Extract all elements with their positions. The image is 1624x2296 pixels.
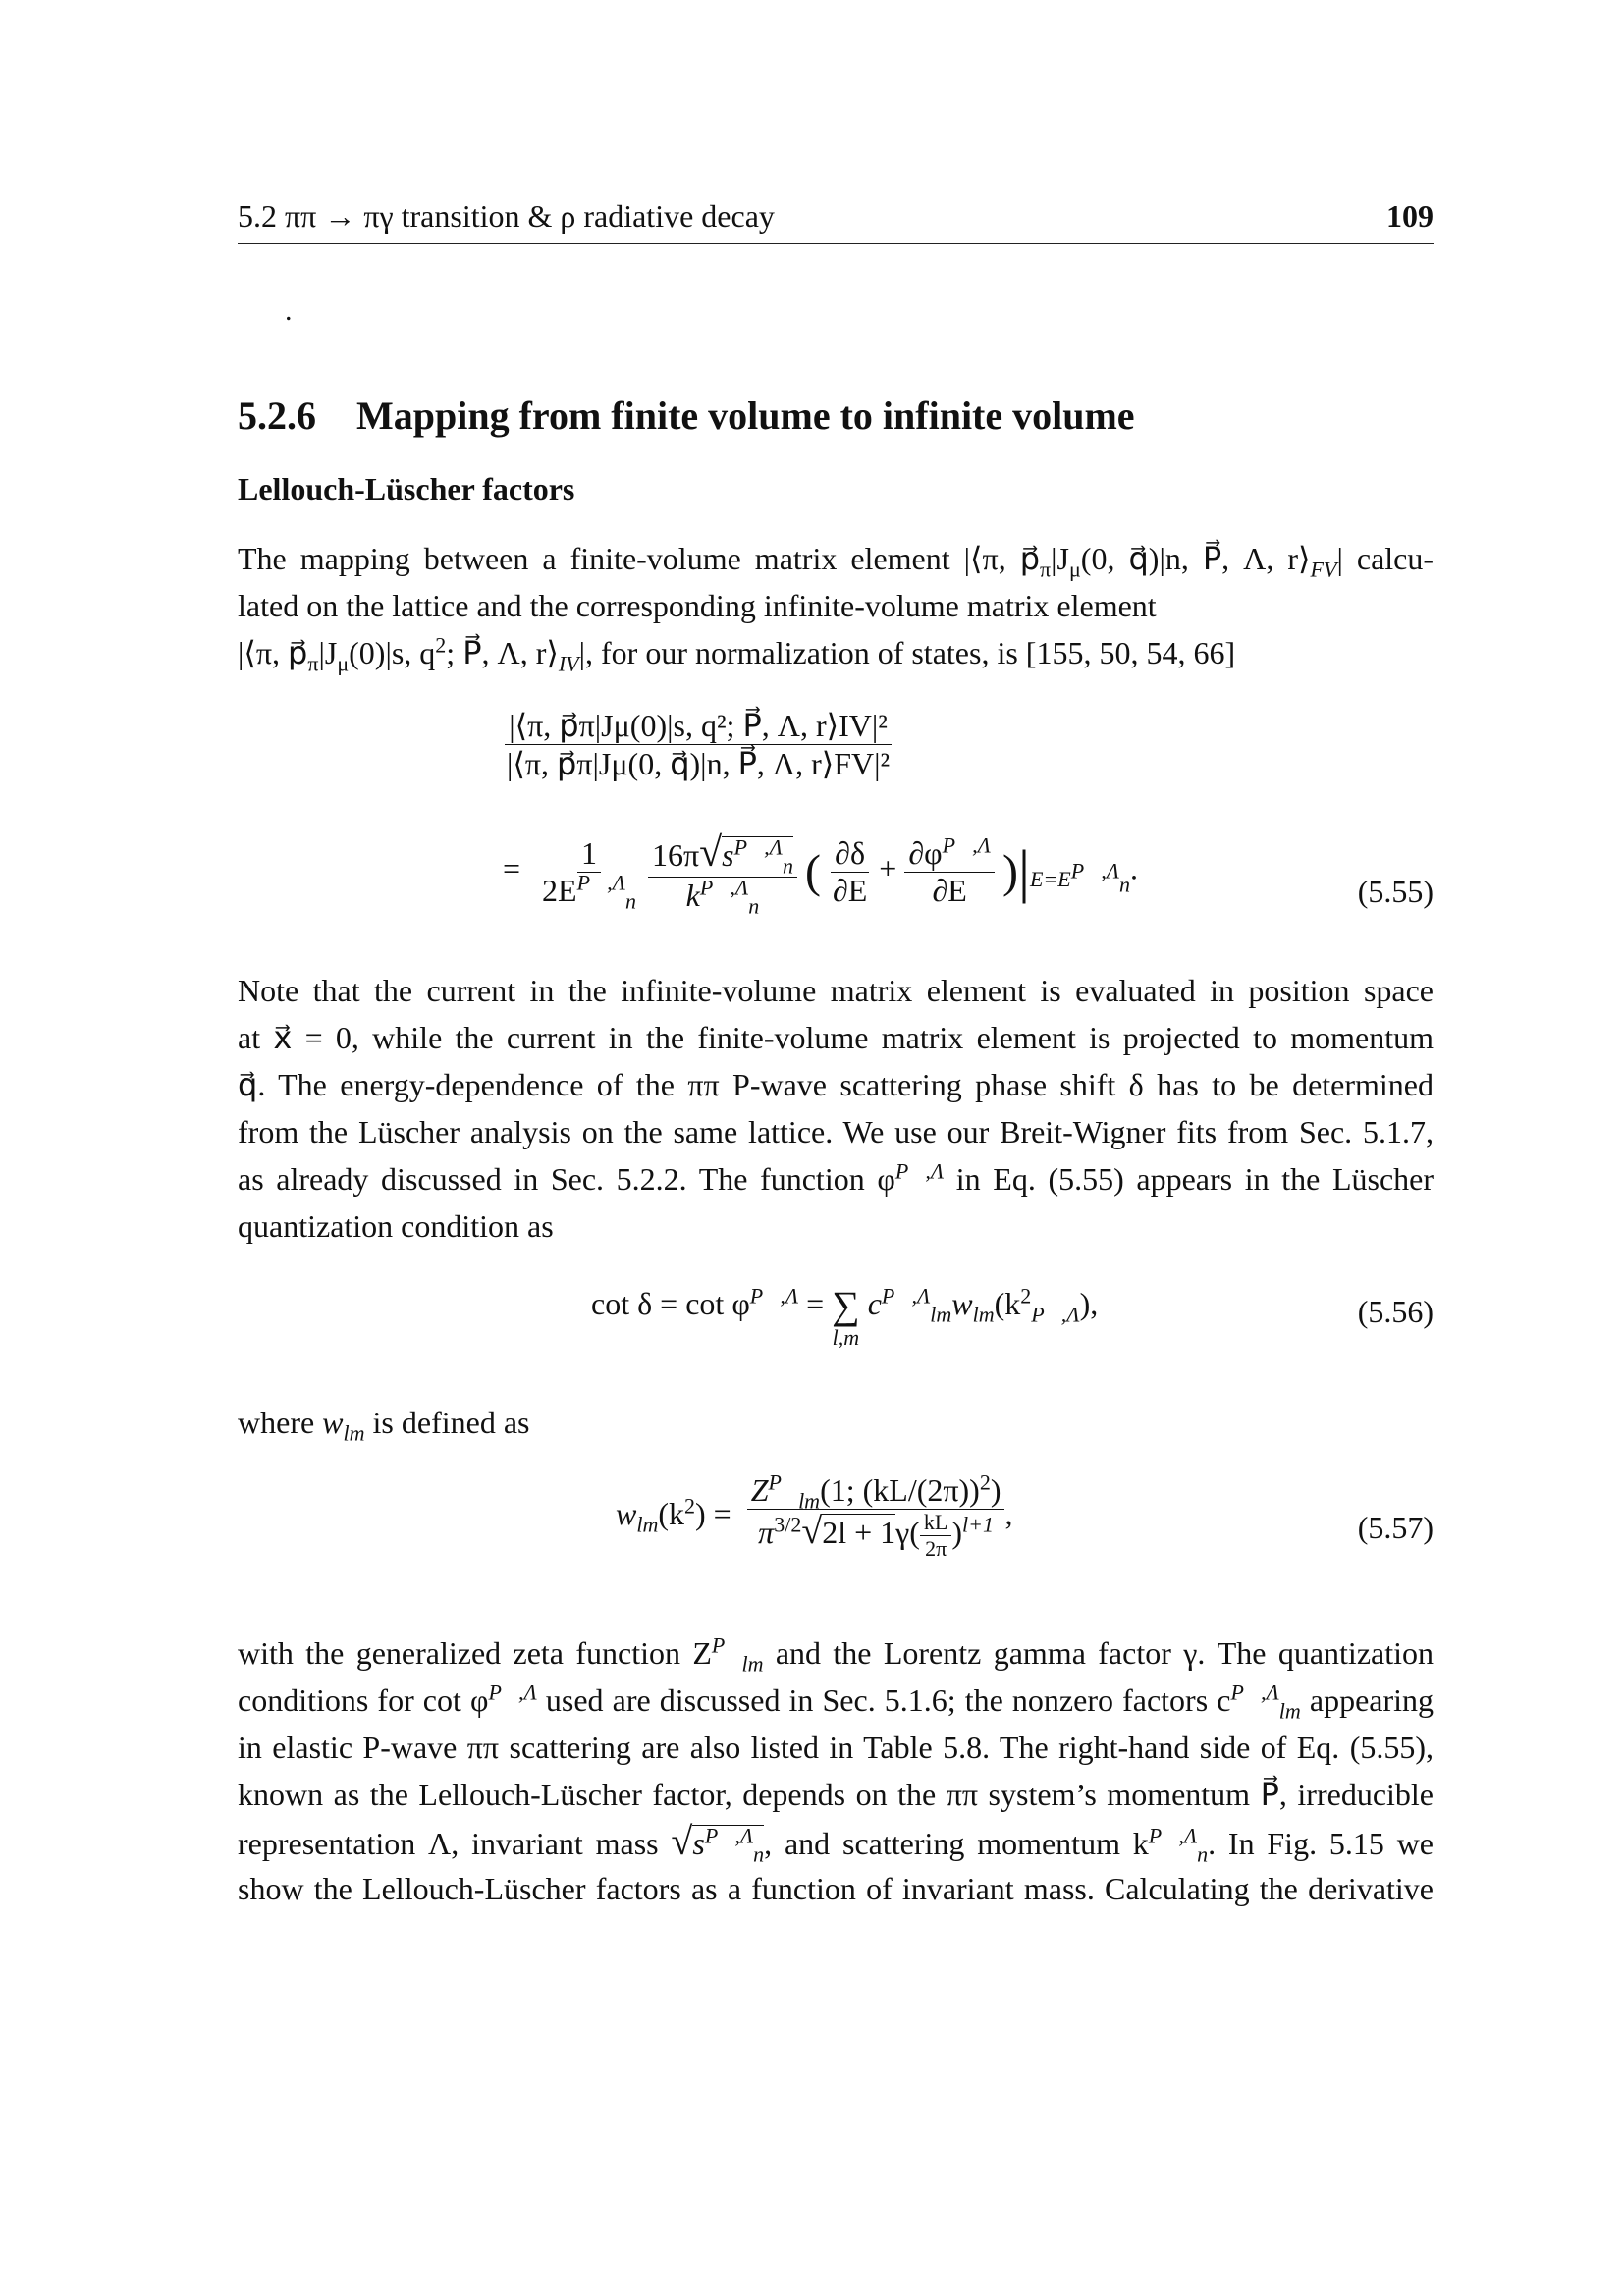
- eq-5-56-number: (5.56): [1357, 1294, 1434, 1329]
- eq-5-55-k: k: [685, 878, 700, 913]
- eq-5-57-number: (5.57): [1357, 1510, 1434, 1545]
- paragraph-4-line-4: known as the Lellouch-Lüscher factor, depends on the ππ system’s momentum P⃗, irreducible: [238, 1777, 1434, 1812]
- section-heading: [238, 393, 1135, 439]
- eq-5-55-equals: =: [503, 850, 521, 886]
- paragraph-1-line-1: The mapping between a finite-volume matrix element |⟨π, $p⃗_\pi|J_\mu(0$, q⃗)|n, P⃗, Λ, $r⟩_{FV}|$ calcu-: [238, 541, 1435, 582]
- running-head: [238, 196, 1434, 244]
- paragraph-3: where $w_{lm}$ is defined as: [238, 1405, 530, 1446]
- eq-5-55-2e: 2E: [542, 872, 577, 908]
- paragraph-2-line-6: quantization condition as: [238, 1208, 554, 1244]
- eq-5-56-lhs: cot δ = cot φ: [591, 1286, 750, 1321]
- section-title: Mapping from finite volume to infinite volume: [356, 394, 1135, 438]
- page-number: 109: [1386, 198, 1434, 234]
- paragraph-1-line-3: |⟨π, $p⃗_\pi|J_\mu(0)|s$, $q^2$; P⃗, Λ, $r⟩_{IV}|$, for our normalization of states, is [155, 50, 54, 66]: [238, 632, 1236, 676]
- eq-5-55-rhs: = $\frac{1}{2E^{P⃗,\Lambda}_n}$ $\frac{16\pi√s^{P⃗,\Lambda}_n}{k^{P⃗,\Lambda}_n}$ ( $\frac{\partial\delta}{\partial E}$ + $\frac{\partial\varphi^{P⃗,\Lambda}}{\partial E}$ )$|_{E=E^{P⃗,\Lambda}_n}$.: [503, 830, 1139, 919]
- paragraph-2: [238, 967, 1434, 1250]
- eq-5-57-body: $w_{lm}(k^2)$ = $Z^{P⃗}_{lm}(1$; $(kL/(2\pi))^2$) $\pi^{3/2}√2l + 1\gamma$( $\frac{kL}{2\pi}$ )$^{l+1}$ ,: [616, 1469, 1013, 1562]
- paragraph-2-line-4: from the Lüscher analysis on the same lattice. We use our Breit-Wigner fits from Sec. 5.1.7,: [238, 1114, 1434, 1149]
- paragraph-4: [238, 1629, 1434, 1912]
- paragraph-4-line-2: conditions for $\cot \varphi^{P⃗,\Lambda}$ used are discussed in Sec. 5.1.6; the nonzero factors $c^{P⃗,\Lambda}_{lm}$ appearing: [238, 1680, 1435, 1724]
- paragraph-1: [238, 535, 1434, 676]
- eq-5-57-lhs: w: [616, 1495, 637, 1531]
- eq-5-55-16pi: 16π: [651, 837, 700, 873]
- paragraph-2-line-3: q⃗. The energy-dependence of the ππ P-wave scattering phase shift δ has to be determined: [238, 1067, 1434, 1102]
- eq-5-56-body: $\cot \delta = \cot \varphi^{P⃗,\Lambda}$ = ∑ l,m $c^{P⃗,\Lambda}_{lm}w_{lm}(k^2_{P⃗,\Lambda})$,: [591, 1283, 1099, 1350]
- paragraph-4-line-3: in elastic P-wave ππ scattering are also listed in Table 5.8. The right-hand side of Eq. (5.55),: [238, 1730, 1434, 1765]
- equation-5-56: [238, 1276, 1434, 1374]
- paragraph-4-line-6: show the Lellouch-Lüscher factors as a function of invariant mass. Calculating the derivative: [238, 1871, 1434, 1906]
- equation-5-55: [238, 707, 1434, 952]
- paragraph-2-line-1: Note that the current in the infinite-volume matrix element is evaluated in position space: [238, 973, 1434, 1008]
- subsection-heading: Lellouch-Lüscher factors: [238, 471, 575, 507]
- paragraph-2-line-2: at x⃗ = 0, while the current in the finite-volume matrix element is projected to momentum: [238, 1020, 1434, 1055]
- eq-5-55-one: 1: [577, 835, 601, 873]
- eq-5-55-d-phi: ∂φ: [908, 834, 943, 871]
- paragraph-4-line-5: representation Λ, invariant mass $√s^{P⃗,\Lambda}_n$, and scattering momentum $k^{P⃗,\Lambda}_n$. In Fig. 5.15 we: [238, 1819, 1434, 1867]
- paragraph-1-line-2: lated on the lattice and the corresponding infinite-volume matrix element: [238, 588, 1157, 623]
- running-title: 5.2 ππ → πγ transition & ρ radiative decay: [238, 198, 775, 234]
- section-number: 5.2.6: [238, 394, 316, 438]
- paragraph-4-line-1: with the generalized zeta function $Z^{P⃗}_{lm}$ and the Lorentz gamma factor γ. The quantization: [238, 1632, 1435, 1677]
- eq-5-55-evaluation: E=E: [1029, 866, 1071, 891]
- eq-5-56-sum: ∑: [832, 1283, 860, 1327]
- paragraph-2-line-5: as already discussed in Sec. 5.2.2. The function $\varphi^{P⃗,\Lambda}$ in Eq. (5.55) appears in the Lüscher: [238, 1158, 1435, 1197]
- eq-5-55-ratio-numerator: |⟨π, p⃗π|Jμ(0)|s, q²; P⃗, Λ, r⟩IV|²: [505, 707, 892, 745]
- equation-5-57: [238, 1469, 1434, 1590]
- eq-5-57-zeta: Z: [750, 1472, 769, 1508]
- eq-5-55-ratio-denominator: |⟨π, p⃗π|Jμ(0, q⃗)|n, P⃗, Λ, r⟩FV|²: [507, 746, 891, 781]
- eq-5-55-number: (5.55): [1357, 874, 1434, 909]
- eq-5-55-ratio: [503, 707, 893, 782]
- eq-5-55-d-delta: ∂δ: [831, 835, 869, 873]
- stray-mark: .: [285, 294, 293, 327]
